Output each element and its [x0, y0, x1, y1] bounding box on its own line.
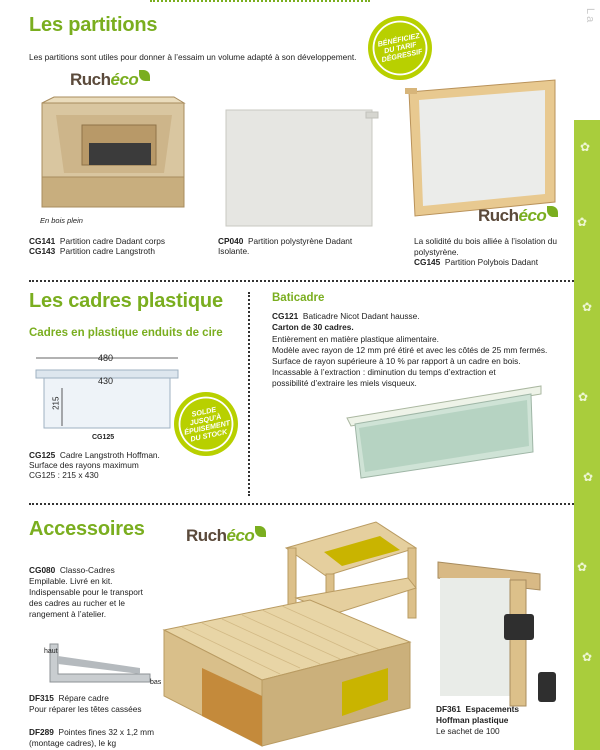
ruche-eco-logo: Ruchéco [70, 70, 150, 90]
cg080-line: CG080 Classo-Cadres [29, 565, 115, 575]
baticadre-line-3: Surface de rayon supérieure à 10 % par rapport à un cadre en bois. [272, 356, 521, 366]
cadres-subtitle: Cadres en plastique enduits de cire [29, 327, 223, 339]
leaf-icon [139, 70, 150, 81]
baticadre-line-4: Incassable à l’extraction : diminution du temps d’extraction et [272, 367, 496, 377]
column-divider [248, 292, 250, 496]
label-haut: haut [44, 648, 58, 655]
baticadre-line-2: Modèle avec rayon de 12 mm pré étiré et avec les côtés de 25 mm fermés. [272, 345, 548, 355]
df315-sub: Pour réparer les têtes cassées [29, 704, 142, 714]
cg125-sub2: CG125 : 215 x 430 [29, 470, 99, 480]
cg121-carton: Carton de 30 cadres. [272, 322, 354, 332]
flower-icon: ✿ [582, 300, 593, 314]
cp040-line: CP040 Partition polystyrène Dadant [218, 236, 353, 246]
top-dotted-strip [150, 0, 370, 2]
badge-text: BÉNÉFICIEZ DU TARIF DÉGRESSIF [376, 30, 423, 65]
section-title-cadres-plastique: Les cadres plastique [29, 290, 223, 312]
badge-text: SOLDE JUSQU’À ÉPUISEMENT DU STOCK [182, 404, 231, 444]
cg080-sub-2: Indispensable pour le transport [29, 587, 143, 597]
leaf-icon [255, 526, 266, 537]
dim-215: 215 [51, 396, 61, 410]
cg141-line: CG141 Partition cadre Dadant corps [29, 236, 166, 246]
cp040-sub: Isolante. [218, 246, 250, 256]
cg080-sub-3: des cadres au rucher et le [29, 598, 125, 608]
partitions-intro: Les partitions sont utiles pour donner à l’essaim un volume adapté à son développement. [29, 52, 357, 62]
cg143-line: CG143 Partition cadre Langstroth [29, 246, 155, 256]
df315-line: DF315 Répare cadre [29, 693, 109, 703]
decorative-sidebar [574, 0, 600, 750]
section-divider [29, 503, 574, 505]
repare-cadre-image [44, 640, 156, 692]
cg080-sub-4: rangement à l’atelier. [29, 609, 107, 619]
polybois-partition-image [405, 78, 561, 218]
flower-icon: ✿ [577, 560, 588, 574]
label-bas: bas [150, 679, 162, 686]
dim-430: 430 [98, 376, 114, 386]
section-title-accessoires: Accessoires [29, 518, 145, 540]
baticadre-line-5: possibilité d’extraire les miels visqueux. [272, 378, 417, 388]
cg145-line: CG145 Partition Polybois Dadant [414, 257, 539, 267]
flower-icon: ✿ [578, 390, 589, 404]
baticadre-title: Baticadre [272, 292, 325, 304]
df289-sub: (montage cadres), le kg [29, 738, 117, 748]
dim-480: 480 [98, 353, 114, 363]
cg125-sub1: Surface des rayons maximum [29, 460, 139, 470]
df361-sub: Le sachet de 100 [436, 726, 500, 736]
badge-solde [174, 392, 238, 456]
flower-icon: ✿ [580, 140, 591, 154]
flower-icon: ✿ [582, 650, 593, 664]
leaf-icon [547, 206, 558, 217]
hoffman-spacer-image [436, 560, 556, 710]
ruche-eco-logo: Ruchéco [186, 526, 266, 546]
cg145-desc: La solidité du bois alliée à l’isolation du polystyrène. [414, 236, 557, 257]
wood-note: En bois plein [40, 216, 83, 225]
polystyrene-partition-image [222, 108, 382, 230]
baticadre-image [345, 380, 545, 480]
partition-wood-box-image [34, 95, 192, 217]
section-divider [29, 280, 574, 282]
df361-line: DF361 Espacements [436, 704, 520, 714]
cg080-sub-1: Empilable. Livré en kit. [29, 576, 113, 586]
df361-line-2: Hoffman plastique [436, 715, 509, 725]
df289-line: DF289 Pointes fines 32 x 1,2 mm [29, 727, 154, 737]
badge-tarif-degressif [368, 16, 432, 80]
section-title-partitions: Les partitions [29, 14, 158, 36]
ruche-eco-logo: Ruchéco [478, 206, 558, 226]
flower-icon: ✿ [577, 215, 588, 229]
flower-icon: ✿ [583, 470, 594, 484]
cg125-line: CG125 Cadre Langstroth Hoffman. [29, 450, 160, 460]
cg121-line: CG121 Baticadre Nicot Dadant hausse. [272, 311, 420, 321]
baticadre-line-1: Entièrement en matière plastique alimentaire. [272, 334, 439, 344]
wooden-tray-image [162, 596, 412, 750]
side-tab-text: La [584, 8, 596, 25]
diagram-label-cg125: CG125 [92, 434, 115, 441]
